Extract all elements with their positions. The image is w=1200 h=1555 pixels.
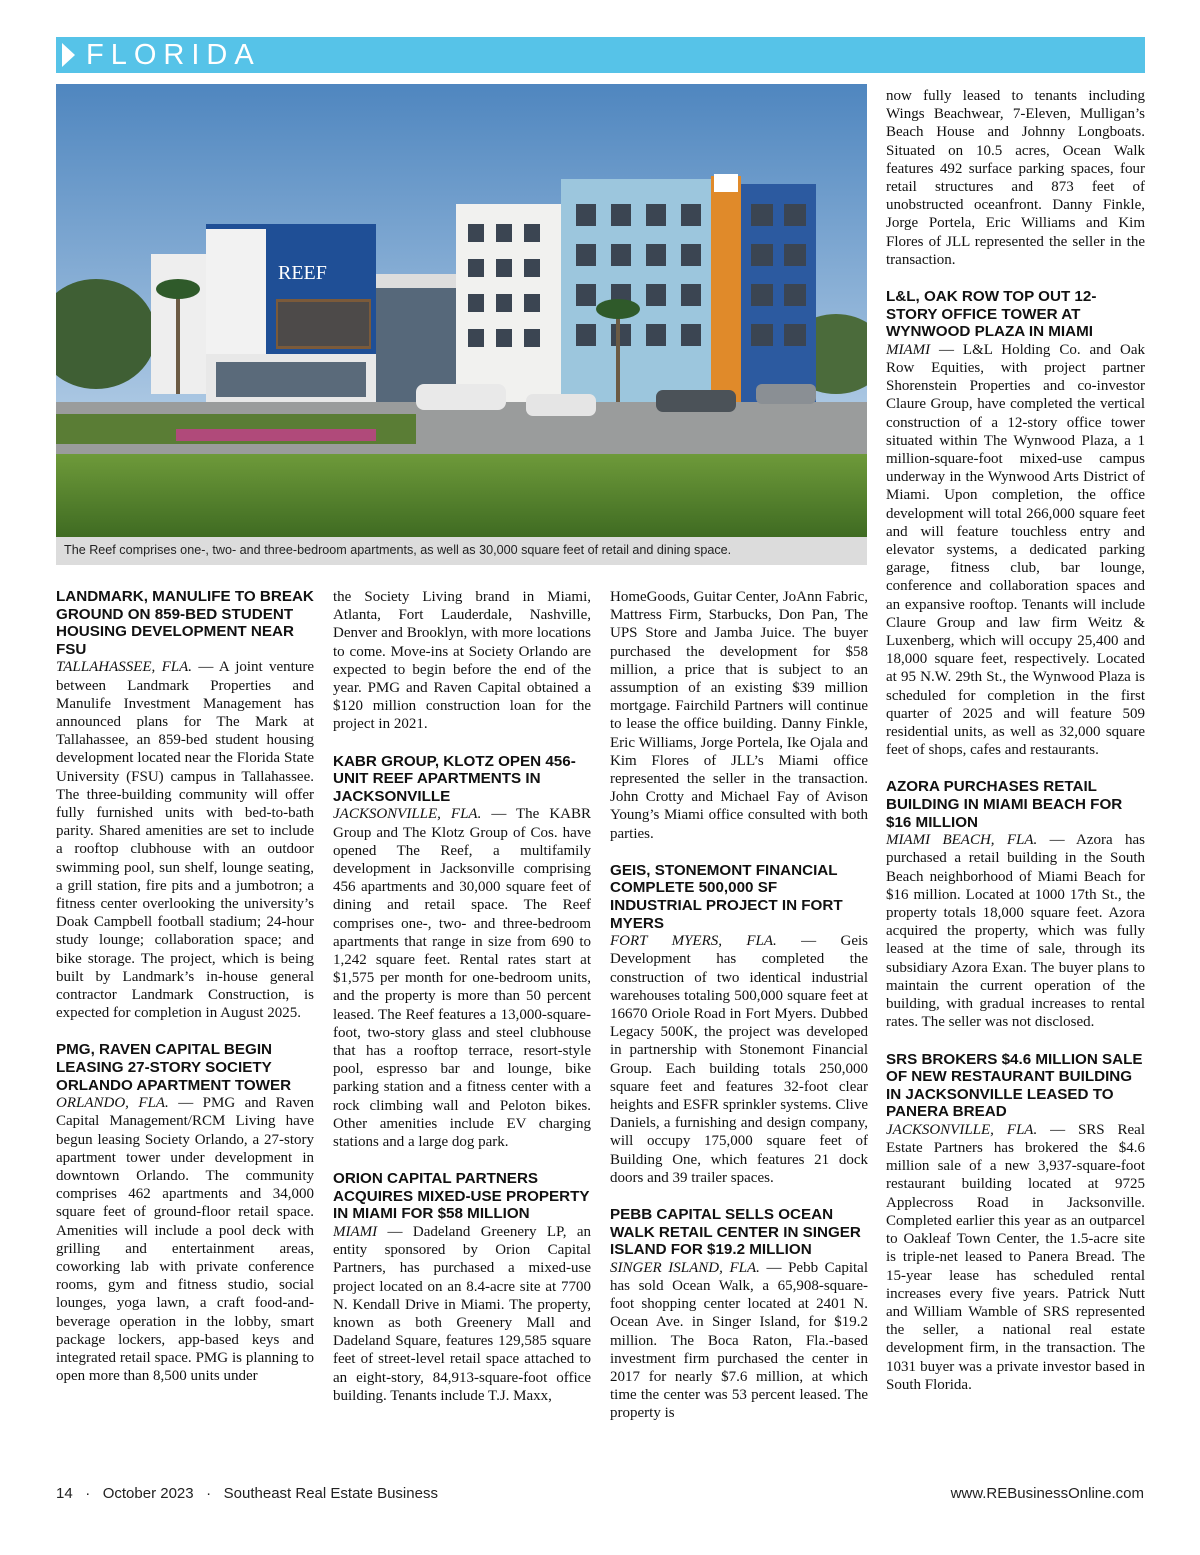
story-kabr xyxy=(333,753,591,1152)
story-body xyxy=(610,932,868,1187)
story-text: — The KABR Group and The Klotz Group of Cos. have opened The Reef, a multifamily development in Jacksonville comprising 456 apartments and 30,000 square feet of dining and retail space. The Reef comprises one-, two- and three-bedroom apartments that range in size from 690 to 1,242 square feet. Rental rates start at $1,575 per month for one-bedroom units, and the property is more than 50 percent leased. The Reef features a 13,000-square-foot, two-story glass and steel clubhouse that has a rooftop terrace, resort-style pool, espresso bar and lounge, bike parking station and a fitness center with a rock climbing wall and Peloton bikes. Other amenities include EV charging stations and a large dog park. xyxy=(333,806,591,1151)
footer-info xyxy=(56,1485,438,1502)
column-1 xyxy=(56,588,314,1404)
story-srs xyxy=(886,1051,1145,1394)
story-body xyxy=(333,805,591,1151)
story-headline: AZORA PURCHASES RETAIL BUILDING IN MIAMI BEACH FOR $16 MILLION xyxy=(886,778,1123,831)
column-3 xyxy=(610,588,868,1442)
story-headline: LANDMARK, MANULIFE TO BREAK GROUND ON 859-BED STUDENT HOUSING DEVELOPMENT NEAR FSU xyxy=(56,588,314,658)
column-4 xyxy=(886,87,1145,1413)
story-headline: PMG, RAVEN CAPITAL BEGIN LEASING 27-STORY SOCIETY ORLANDO APARTMENT TOWER xyxy=(56,1041,292,1094)
story-dateline: MIAMI xyxy=(886,341,931,358)
story-dateline: ORLANDO, FLA. xyxy=(56,1095,169,1112)
story-orion xyxy=(333,1170,591,1405)
story-dateline: FORT MYERS, FLA. xyxy=(610,933,777,950)
story-landmark xyxy=(56,588,314,1022)
story-headline: SRS BROKERS $4.6 MILLION SALE OF NEW RESTAURANT BUILDING IN JACKSONVILLE LEASED TO PANERA BREAD xyxy=(886,1050,1143,1121)
publication-name: Southeast Real Estate Business xyxy=(223,1485,438,1502)
story-body xyxy=(56,658,314,1022)
story-text: — SRS Real Estate Partners has brokered the $4.6 million sale of a new 3,937-square-foot restaurant building located at 9725 Applecross Road in Jacksonville. Completed earlier this year as an outparcel to Oakleaf Town Center, the 1.5-acre site is triple-net leased to Panera Bread. The 15-year lease has scheduled rental increases every five years. Patrick Nutt and William Wamble of SRS represented the seller, a national real estate development firm, in the transaction. The 1031 buyer was a private investor based in South Florida. xyxy=(886,1121,1146,1393)
story-pmg-continued xyxy=(333,588,591,734)
column-2 xyxy=(333,588,591,1424)
story-dateline: JACKSONVILLE, FLA. xyxy=(886,1121,1038,1138)
story-headline: GEIS, STONEMONT FINANCIAL COMPLETE 500,000 SF INDUSTRIAL PROJECT IN FORT MYERS xyxy=(610,861,843,932)
story-geis xyxy=(610,862,868,1187)
story-headline: L&L, OAK ROW TOP OUT 12-STORY OFFICE TOWER AT WYNWOOD PLAZA IN MIAMI xyxy=(886,288,1097,341)
story-body xyxy=(886,831,1145,1031)
footer-separator: · xyxy=(85,1485,91,1502)
story-pebb-continued xyxy=(886,87,1145,269)
story-dateline: TALLAHASSEE, FLA. xyxy=(56,659,193,676)
story-body xyxy=(886,341,1145,760)
photo-caption-bar xyxy=(56,537,867,565)
story-body xyxy=(610,1259,868,1423)
section-banner xyxy=(56,37,1145,73)
story-dateline: MIAMI xyxy=(333,1224,378,1241)
story-azora xyxy=(886,778,1145,1031)
story-text: — Geis Development has completed the construction of two identical industrial warehouses totaling 500,000 square feet at 16670 Oriole Road in Fort Myers. Dubbed Legacy 500K, the project was developed in partnership with Stonemont Financial Group. Each building totals 250,000 square feet and features 32-foot clear heights and ESFR sprinkler systems. Clive Daniels, a furnishing and design company, will occupy 175,000 square feet of Building One, which features 21 dock doors and 39 trailer spaces. xyxy=(610,933,868,1186)
story-ll xyxy=(886,288,1145,759)
story-headline: ORION CAPITAL PARTNERS ACQUIRES MIXED-USE PROPERTY IN MIAMI FOR $58 MILLION xyxy=(333,1170,590,1223)
reef-sign: REEF xyxy=(278,262,327,284)
footer-separator: · xyxy=(206,1485,212,1502)
photo-caption: The Reef comprises one-, two- and three-bedroom apartments, as well as 30,000 square feet of retail and dining space. xyxy=(64,543,732,557)
reef-apartments-photo xyxy=(56,84,867,537)
triangle-arrow-icon xyxy=(62,43,75,67)
story-text: the Society Living brand in Miami, Atlanta, Fort Lauderdale, Nashville, Denver and Brooklyn, with more locations to come. Move-ins at Society Orlando are expected to begin before the end of the year. PMG and Raven Capital obtained a $120 million construction loan for the project in 2021. xyxy=(333,589,591,733)
website-link[interactable]: www.REBusinessOnline.com xyxy=(950,1485,1144,1502)
story-text: HomeGoods, Guitar Center, JoAnn Fabric, Mattress Firm, Starbucks, Don Pan, The UPS Store and Jamba Juice. The buyer purchased the development for $58 million, a price that is subject to an assumption of an existing $39 million mortgage. Fairchild Partners will continue to lease the office building. Danny Finkle, Eric Williams, Jorge Portela, Ike Ojala and Kim Flores of JLL’s Miami office represented the seller in the transaction. John Crotty and Michael Fay of Avison Young’s Miami office consulted with both parties. xyxy=(610,589,868,842)
story-body xyxy=(56,1094,314,1385)
story-text: — PMG and Raven Capital Management/RCM Living have begun leasing Society Orlando, a 27-story apartment tower under development in downtown Orlando. The community comprises 462 apartments and 34,000 square feet of ground-floor retail space. Amenities will include a pool deck with grilling and entertainment areas, coworking lab with private conference rooms, gym and fitness studio, social lounges, yoga lawn, a craft food-and-beverage operation in the lobby, smart package lockers, app-based keys and integrated retail space. PMG is planning to open more than 8,500 units under xyxy=(56,1095,315,1385)
story-text: — A joint venture between Landmark Properties and Manulife Investment Management has announced plans for The Mark at Tallahassee, an 859-bed student housing development located near the Florida State University (FSU) campus in Tallahassee. The three-building community will offer fully furnished units with bed-to-bath parity. Shared amenities are set to include a rooftop clubhouse with an outdoor swimming pool, sun shelf, lounge seating, a grill station, fire pits and a jumbotron; a fitness center overlooking the university’s Doak Campbell football stadium; 24-hour study lounge; collaboration space; and bike storage. The project, which is being built by Landmark’s in-house general contractor Landmark Construction, is expected for completion in August 2025. xyxy=(56,659,314,1022)
story-headline: KABR GROUP, KLOTZ OPEN 456-UNIT REEF APARTMENTS IN JACKSONVILLE xyxy=(333,752,576,805)
section-title: FLORIDA xyxy=(86,39,261,71)
story-text: — L&L Holding Co. and Oak Row Equities, with project partner Shorenstein Properties and co-investor Claure Group, have completed the vertical construction of a 12-story office tower situated within The Wynwood Plaza, a 1 million-square-foot mixed-use campus underway in the Wynwood Arts District of Miami. Upon completion, the office development will total 266,000 square feet and will feature touchless entry and elevator systems, a dedicated parking garage, fitness club, bar lounge, conference and collaboration spaces and an expansive rooftop. Tenants will include Claure Group and law firm Weitz & Luxenberg, which will occupy 25,400 and 18,000 square feet, respectively. Located at 95 N.W. 29th St., the Wynwood Plaza is scheduled for completion in the first quarter of 2025 and will feature 509 residential units, as well as 32,000 square feet of shops, cafes and restaurants. xyxy=(886,341,1145,759)
story-pmg xyxy=(56,1041,314,1385)
story-dateline: SINGER ISLAND, FLA. xyxy=(610,1259,760,1276)
story-pebb xyxy=(610,1206,868,1423)
story-headline: PEBB CAPITAL SELLS OCEAN WALK RETAIL CENTER IN SINGER ISLAND FOR $19.2 MILLION xyxy=(610,1206,861,1259)
issue-date: October 2023 xyxy=(102,1485,194,1502)
story-text: — Dadeland Greenery LP, an entity sponsored by Orion Capital Partners, has purchased a mixed-use project located on an 8.4-acre site at 7700 N. Kendall Drive in Miami. The property, known as both Greenery Mall and Dadeland Square, features 129,585 square feet of street-level retail space attached to an eight-story, 84,913-square-foot office building. Tenants include T.J. Maxx, xyxy=(333,1224,592,1404)
story-body xyxy=(333,1223,591,1405)
story-text: now fully leased to tenants including Wings Beachwear, 7-Eleven, Mulligan’s Beach House and Johnny Longboats. Situated on 10.5 acres, Ocean Walk features 492 surface parking spaces, four retail structures and 873 feet of unobstructed oceanfront. Danny Finkle, Jorge Portela, Eric Williams and Kim Flores of JLL represented the seller in the transaction. xyxy=(886,88,1145,268)
page-number: 14 xyxy=(56,1485,73,1502)
story-text: — Pebb Capital has sold Ocean Walk, a 65,908-square-foot shopping center located at 2401 N. Ocean Ave. in Singer Island, for $19.2 million. The Boca Raton, Fla.-based investment firm purchased the center in 2017 for nearly $7.6 million, at which time the center was 53 percent leased. The property is xyxy=(610,1259,869,1422)
story-orion-continued xyxy=(610,588,868,843)
story-text: — Azora has purchased a retail building in the South Beach neighborhood of Miami Beach for $16 million. Located at 1000 17th St., the property totals 18,000 square feet. Azora acquired the property, which was fully leased at the time of sale, through its subsidiary Azora Exan. The buyer plans to maintain the current operation of the building, with gradual increases to rental rates. The seller was not disclosed. xyxy=(886,832,1146,1031)
story-dateline: JACKSONVILLE, FLA. xyxy=(333,806,482,823)
story-body xyxy=(886,1121,1145,1394)
story-dateline: MIAMI BEACH, FLA. xyxy=(886,832,1038,849)
